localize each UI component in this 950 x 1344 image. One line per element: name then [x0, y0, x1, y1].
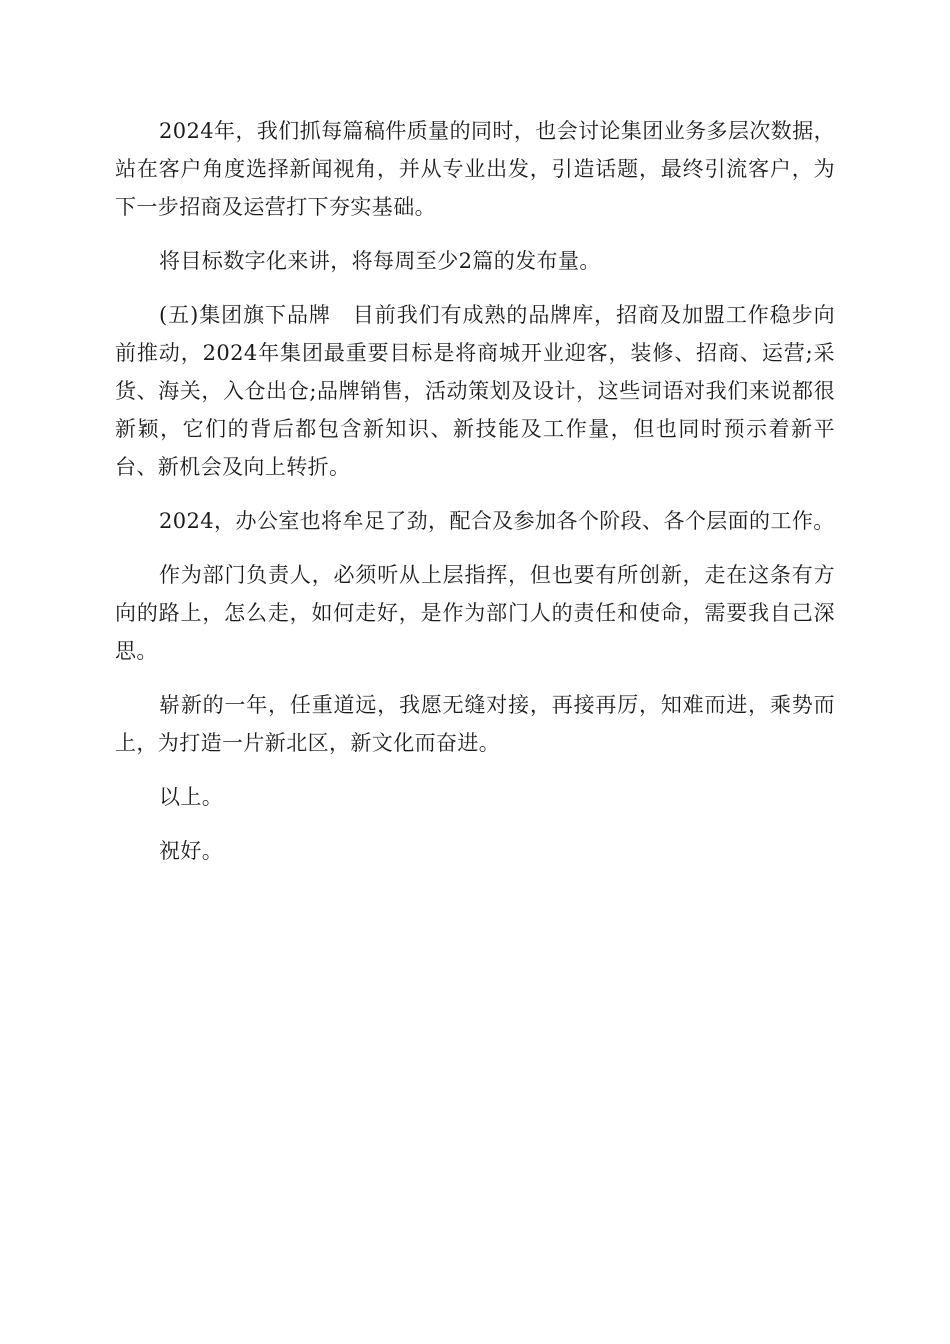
paragraph-1: 2024年，我们抓每篇稿件质量的同时，也会讨论集团业务多层次数据，站在客户角度选择新闻视角，并从专业出发，引造话题，最终引流客户，为下一步招商及运营打下夯实基础。	[115, 119, 835, 219]
paragraph-5: 作为部门负责人，必须听从上层指挥，但也要有所创新，走在这条有方向的路上，怎么走，如何走好，是作为部门人的责任和使命，需要我自己深思。	[115, 563, 835, 663]
paragraph-2: 将目标数字化来讲，将每周至少2篇的发布量。	[159, 249, 601, 273]
paragraph-3: (五)集团旗下品牌 目前我们有成熟的品牌库，招商及加盟工作稳步向前推动，2024年集团最重要目标是将商城开业迎客，装修、招商、运营;采货、海关，入仓出仓;品牌销售，活动策划及设计，这些词语对我们来说都很新颖，它们的背后都包含新知识、新技能及工作量，但也同时预示着新平台、新机会及向上转折。	[115, 303, 835, 479]
paragraph-7: 以上。	[159, 785, 224, 809]
paragraph-8: 祝好。	[159, 839, 224, 863]
paragraph-6: 崭新的一年，任重道远，我愿无缝对接，再接再厉，知难而进，乘势而上，为打造一片新北区，新文化而奋进。	[115, 693, 835, 755]
paragraph-4: 2024，办公室也将牟足了劲，配合及参加各个阶段、各个层面的工作。	[159, 509, 835, 533]
document-body	[115, 112, 835, 886]
